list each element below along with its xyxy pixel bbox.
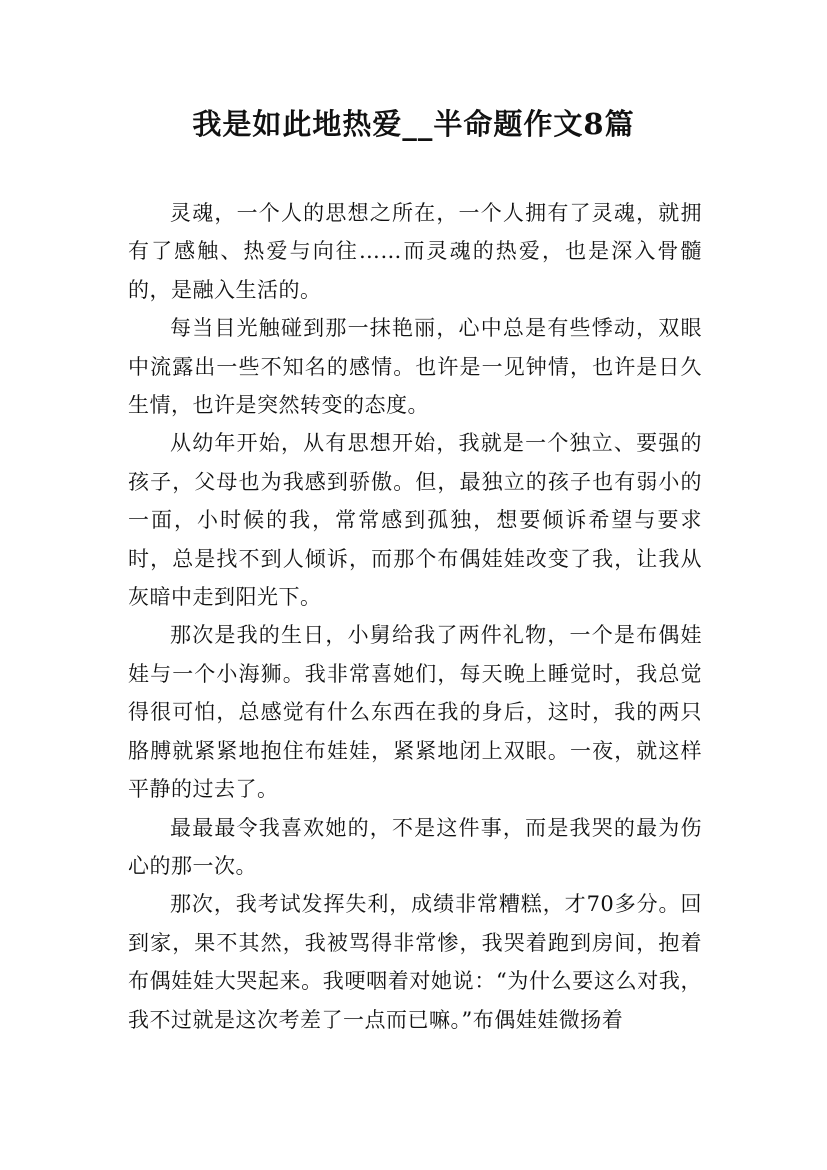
paragraph-2: 每当目光触碰到那一抹艳丽，心中总是有些悸动，双眼中流露出一些不知名的感情。也许是一见钟情，也许是日久生情，也许是突然转变的态度。 <box>128 316 702 418</box>
paragraph-5: 最最最令我喜欢她的，不是这件事，而是我哭的最为伤心的那一次。 <box>128 815 702 878</box>
document-body <box>128 194 702 1039</box>
paragraph-4: 那次是我的生日，小舅给我了两件礼物，一个是布偶娃娃与一个小海狮。我非常喜她们，每天晚上睡觉时，我总觉得很可怕，总感觉有什么东西在我的身后，这时，我的两只胳膊就紧紧地抱住布娃娃，紧紧地闭上双眼。一夜，就这样平静的过去了。 <box>128 623 702 802</box>
paragraph-3: 从幼年开始，从有思想开始，我就是一个独立、要强的孩子，父母也为我感到骄傲。但，最独立的孩子也有弱小的一面，小时候的我，常常感到孤独，想要倾诉希望与要求时，总是找不到人倾诉，而那个布偶娃娃改变了我，让我从灰暗中走到阳光下。 <box>128 431 702 610</box>
paragraph-6: 那次，我考试发挥失利，成绩非常糟糕，才70多分。回到家，果不其然，我被骂得非常惨，我哭着跑到房间，抱着布偶娃娃大哭起来。我哽咽着对她说：“为什么要这么对我，我不过就是这次考差了一点而已嘛。”布偶娃娃微扬着 <box>128 892 702 1032</box>
document-title: 我是如此地热爱__半命题作文8篇 <box>192 107 635 141</box>
paragraph-1: 灵魂，一个人的思想之所在，一个人拥有了灵魂，就拥有了感触、热爱与向往……而灵魂的热爱，也是深入骨髓的，是融入生活的。 <box>128 201 702 302</box>
